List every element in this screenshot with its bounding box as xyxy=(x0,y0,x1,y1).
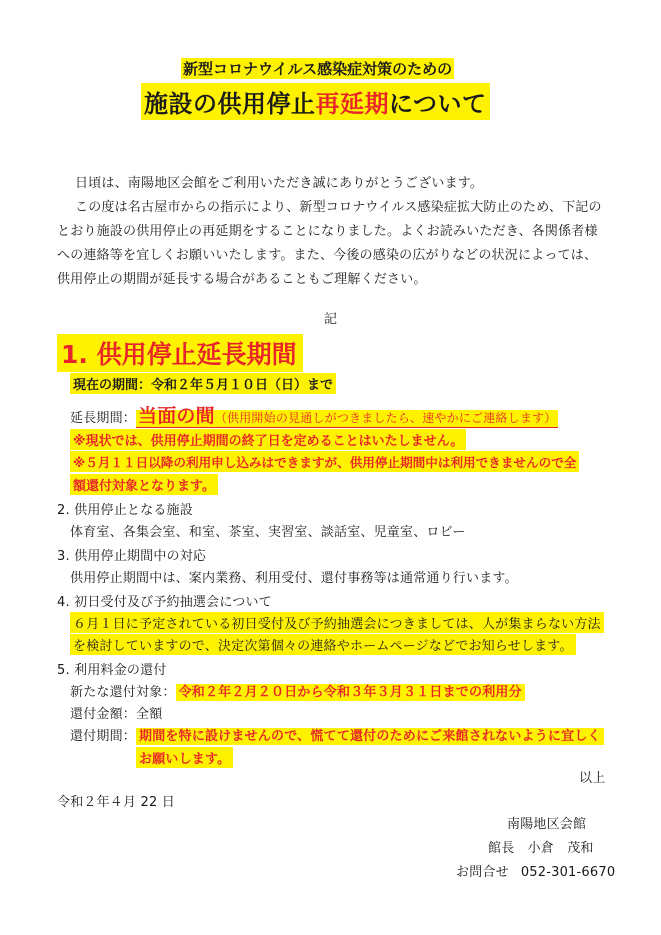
section1-heading: 1. 供用停止延長期間 xyxy=(57,334,303,372)
refund-period-row xyxy=(70,725,604,744)
title-part2: 再延期 xyxy=(315,90,389,118)
issue-date: 令和２年４月 22 日 xyxy=(57,795,176,810)
title-part3: について xyxy=(389,90,487,118)
note-2b: 額還付対象となります。 xyxy=(70,474,218,495)
section2-body: 体育室、各集会室、和室、茶室、実習室、談話室、児童室、ロビー xyxy=(70,525,466,540)
extension-note: （供用開始の見通しがつきましたら、速やかにご連絡します） xyxy=(214,411,557,425)
extension-row xyxy=(70,401,558,428)
title-part1: 施設の供用停止 xyxy=(144,90,316,118)
page-title xyxy=(141,83,490,120)
extension-highlight xyxy=(136,405,558,428)
section2-heading: 2. 供用停止となる施設 xyxy=(57,503,193,518)
note-1: ※現状では、供用停止期間の終了日を定めることはいたしません。 xyxy=(70,429,466,450)
refund-period-value-2: お願いします。 xyxy=(136,747,233,768)
extension-label: 延長期間： xyxy=(70,411,137,426)
refund-period-value-1: 期間を特に設けませんので、慌てて還付のためにご来館されないように宜しく xyxy=(136,728,604,745)
note-2a: ※５月１１日以降の利用申し込みはできますが、供用停止期間中は利用できませんので全 xyxy=(70,451,579,472)
section5-heading: 5. 利用料金の還付 xyxy=(57,663,167,678)
refund-target-label: 新たな還付対象： xyxy=(70,685,176,700)
intro-line-3: とおり施設の供用停止の再延期をすることになりました。よくお読みいただき、各関係者様 xyxy=(57,224,598,239)
ki-mark: 記 xyxy=(324,312,338,327)
director-name: 館長 小倉 茂和 xyxy=(488,841,594,856)
contact-row xyxy=(456,861,615,880)
contact-phone: 052-301-6670 xyxy=(520,865,616,880)
organization-name: 南陽地区会館 xyxy=(507,817,587,832)
section4-body-1: ６月１日に予定されている初日受付及び予約抽選会につきましては、人が集まらない方法 xyxy=(70,612,604,633)
subtitle: 新型コロナウイルス感染症対策のための xyxy=(183,60,453,78)
section3-heading: 3. 供用停止期間中の対応 xyxy=(57,549,207,564)
section3-body: 供用停止期間中は、案内業務、利用受付、還付事務等は通常通り行います。 xyxy=(70,571,518,586)
intro-line-4: への連絡等を宜しくお願いいたします。また、今後の感染の広がりなどの状況によっては、 xyxy=(57,248,598,263)
intro-line-1: 日頃は、南陽地区会館をご利用いただき誠にありがとうございます。 xyxy=(75,176,484,191)
section4-heading: 4. 初日受付及び予約抽選会について xyxy=(57,595,272,610)
intro-line-5: 供用停止の期間が延長する場合があることもご理解ください。 xyxy=(57,272,427,287)
intro-line-2: この度は名古屋市からの指示により、新型コロナウイルス感染症拡大防止のため、下記の xyxy=(75,200,602,215)
section4-body-2: を検討していますので、決定次第個々の連絡やホームページなどでお知らせします。 xyxy=(70,634,576,655)
refund-target-value: 令和２年２月２０日から令和３年３月３１日までの利用分 xyxy=(176,684,525,701)
current-period: 現在の期間：令和２年５月１０日（日）まで xyxy=(70,373,336,394)
refund-target-row xyxy=(70,681,525,700)
refund-amount: 還付金額：全額 xyxy=(70,707,163,722)
ijou: 以上 xyxy=(579,771,606,786)
contact-label: お問合せ xyxy=(456,865,509,880)
refund-period-label: 還付期間： xyxy=(70,729,137,744)
extension-value: 当面の間 xyxy=(138,405,215,427)
